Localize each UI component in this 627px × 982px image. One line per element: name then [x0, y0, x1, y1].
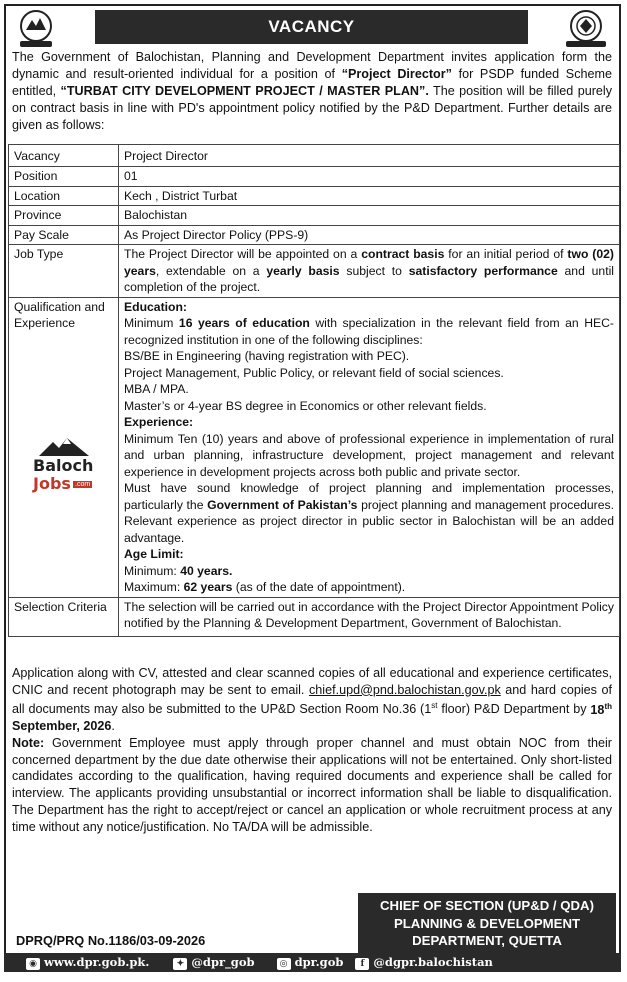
age-max: Maximum: 62 years (as of the date of appointment).: [124, 580, 406, 594]
age-limit-heading: Age Limit:: [124, 547, 184, 561]
selection-criteria-label: Selection Criteria: [9, 597, 119, 636]
table-row: [9, 225, 620, 245]
table-row: [9, 245, 620, 298]
balochistan-govt-logo-icon: [14, 8, 58, 50]
position-value: 01: [119, 167, 620, 187]
experience-text: Must have sound knowledge of project planning and implementation processes, particularly the Government of Pakistan’s project planning and management procedures. Relevant experience as project director in public sector in Balochistan will be an added advantage.: [124, 481, 614, 545]
table-row: [9, 597, 620, 636]
education-item: Master’s or 4-year BS degree in Economics or other relevant fields.: [124, 398, 487, 413]
footer-website[interactable]: www.dpr.gob.pk.: [44, 955, 150, 969]
footer-twitter[interactable]: @dpr_gob: [191, 955, 255, 969]
watermark-jobs: Jobs: [33, 474, 71, 493]
qualification-label: Qualification and Experience: [9, 297, 119, 597]
pay-scale-label: Pay Scale: [9, 225, 119, 245]
experience-heading: Experience:: [124, 415, 194, 429]
balochjobs-watermark: [33, 436, 103, 496]
signature-line: PLANNING & DEVELOPMENT: [393, 915, 581, 931]
signature-block: [358, 893, 616, 953]
pay-scale-value: As Project Director Policy (PPS-9): [119, 225, 620, 245]
note-paragraph: Note: Government Employee must apply through proper channel and must obtain NOC from their concerned department by the due date otherwise their applications will not be entertained. Only short-listed candidates according to the qualification, having required documents and experience shall be called for interview. The applicants providing unsubstantial or incorrect information shall be liable to disqualification. The Department has the right to accept/reject or cancel an application or whole recruitment process at any time without any notice/justification. No TA/DA will be admissible.: [12, 736, 612, 834]
globe-icon: ◉: [26, 958, 40, 970]
vacancy-value: Project Director: [119, 145, 620, 167]
qualification-value: [119, 297, 620, 597]
signature-line: DEPARTMENT, QUETTA: [412, 933, 562, 948]
vacancy-details-table: [8, 144, 620, 637]
twitter-icon: ✦: [173, 958, 187, 970]
dprq-number: DPRQ/PRQ No.1186/03-09-2026: [16, 933, 206, 948]
position-label: Position: [9, 167, 119, 187]
education-item: MBA / MPA.: [124, 382, 189, 396]
footer-instagram[interactable]: dpr.gob: [294, 955, 344, 969]
province-label: Province: [9, 206, 119, 226]
selection-criteria-value: The selection will be carried out in accordance with the Project Director Appointment Policy notified by the Planning & Development Department, Government of Balochistan.: [119, 597, 620, 636]
vacancy-label: Vacancy: [9, 145, 119, 167]
table-row: [9, 206, 620, 226]
vacancy-title: VACANCY: [95, 10, 528, 44]
contact-email[interactable]: chief.upd@pnd.balochistan.gov.pk: [308, 682, 501, 697]
application-paragraph: Application along with CV, attested and clear scanned copies of all educational and experience certificates, CNIC and recent photograph may be sent to email. chief.upd@pnd.balochistan.gov.pk and hard copies of all documents may also be submitted to the UP&D Section Room No.36 (1st floor) P&D Department by 18th September, 2026.: [12, 666, 612, 734]
province-value: Balochistan: [119, 206, 620, 226]
education-text: Minimum 16 years of education with specialization in the relevant field from an HEC-recognized institution in one of the following disciplines:: [124, 316, 614, 347]
signature-line: CHIEF OF SECTION (UP&D / QDA): [380, 898, 594, 913]
table-row: [9, 145, 620, 167]
watermark-baloch: Baloch: [33, 456, 94, 475]
pnd-department-logo-icon: [560, 8, 612, 50]
deadline-date: 18th September, 2026: [12, 701, 612, 734]
intro-paragraph: The Government of Balochistan, Planning and Development Department invites application form the dynamic and result-oriented individual for a position of “Project Director” for PSDP funded Scheme entitled, “TURBAT CITY DEVELOPMENT PROJECT / MASTER PLAN”. The position will be filled purely on contract basis in line with PD's appointment policy notified by the P&D Department. Further details are given as follows:: [12, 50, 613, 132]
footer-bar: [4, 953, 621, 972]
watermark-com: .com: [75, 481, 91, 488]
table-row: [9, 186, 620, 206]
facebook-icon: f: [355, 958, 369, 970]
application-instructions: [12, 665, 612, 835]
table-row: [9, 167, 620, 187]
job-type-value: The Project Director will be appointed on a contract basis for an initial period of two (02) years, extendable on a yearly basis subject to satisfactory performance and until completion of the project.: [119, 245, 620, 298]
age-min: Minimum: 40 years.: [124, 563, 233, 578]
job-type-label: Job Type: [9, 245, 119, 298]
location-value: Kech , District Turbat: [119, 186, 620, 206]
education-item: BS/BE in Engineering (having registration with PEC).: [124, 349, 410, 363]
experience-text: Minimum Ten (10) years and above of professional experience in implementation of rural and urban planning, infrastructure development, project management and relevant experience in development projects across both public and private sector.: [124, 431, 614, 479]
instagram-icon: ◎: [277, 958, 291, 970]
education-heading: Education:: [124, 299, 187, 314]
mountain-icon: [39, 438, 89, 456]
education-item: Project Management, Public Policy, or relevant field of social sciences.: [124, 365, 504, 380]
footer-facebook[interactable]: @dgpr.balochistan: [373, 955, 493, 969]
location-label: Location: [9, 186, 119, 206]
